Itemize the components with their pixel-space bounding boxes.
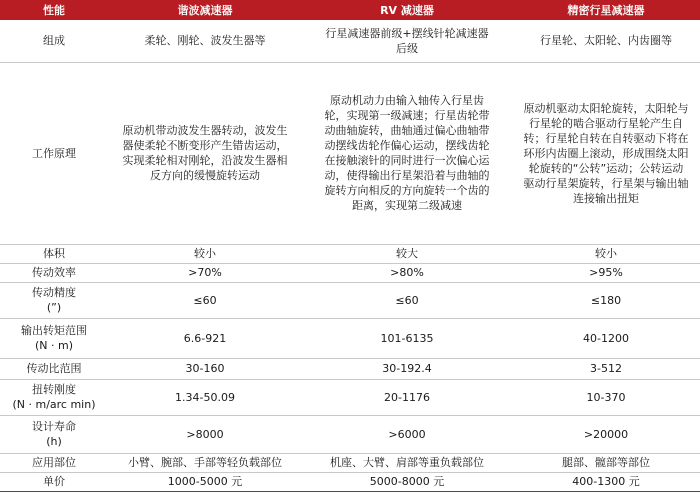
table-header-row bbox=[0, 0, 700, 20]
row-label bbox=[0, 244, 108, 263]
cell-text: 机座、大臂、肩部等重负载部位 bbox=[330, 456, 484, 469]
cell-text: 小臂、腕部、手部等轻负载部位 bbox=[128, 456, 282, 469]
table-cell bbox=[302, 415, 512, 453]
table-cell bbox=[302, 453, 512, 472]
header-planetary-reducer: 精密行星减速器 bbox=[512, 0, 700, 20]
row-label bbox=[0, 379, 108, 415]
table-row bbox=[0, 62, 700, 244]
cell-text: 原动机驱动太阳轮旋转，太阳轮与 行星轮的啮合驱动行星轮产生自 转；行星轮自转在自转驱动下将在 环形内齿圈上滚动，形成围绕太阳 轮旋转的“公转”运动；公转运动 驱动行星架旋转，行星架与输出轴 连接输出扭矩 bbox=[523, 101, 689, 205]
table-cell bbox=[108, 318, 302, 358]
cell-text: 101-6135 bbox=[380, 331, 434, 345]
cell-text: 原动机动力由输入轴传入行星齿 轮，实现第一级减速；行星齿轮带 动曲轴旋转，曲轴通过偏心曲轴带 动摆线齿轮作偏心运动，摆线齿轮 在接触滚针的同时进行一次偏心运 动，使得输出行星架沿着与曲轴的 旋转方向相反的方向旋转一个齿的 距离，实现第二级减速 bbox=[324, 94, 490, 212]
row-label-text: 扭转刚度 (N · m/arc min) bbox=[12, 383, 96, 411]
row-label bbox=[0, 282, 108, 318]
table-row bbox=[0, 379, 700, 415]
table-row bbox=[0, 318, 700, 358]
row-label bbox=[0, 453, 108, 472]
table-cell bbox=[512, 379, 700, 415]
cell-text: 30-160 bbox=[185, 362, 225, 375]
row-label-text: 传动精度 (”) bbox=[32, 286, 76, 314]
row-label-text: 单价 bbox=[43, 475, 65, 488]
table-cell bbox=[302, 358, 512, 379]
cell-text: 较大 bbox=[396, 247, 418, 260]
row-label bbox=[0, 263, 108, 282]
table-cell bbox=[512, 318, 700, 358]
cell-text: >70% bbox=[188, 266, 222, 279]
table-cell bbox=[512, 244, 700, 263]
table-cell bbox=[108, 62, 302, 244]
row-label-text: 传动效率 bbox=[32, 266, 76, 279]
cell-text: 腿部、髋部等部位 bbox=[562, 456, 650, 469]
table-row bbox=[0, 282, 700, 318]
row-label bbox=[0, 20, 108, 62]
cell-text: 20-1176 bbox=[384, 390, 430, 404]
cell-text: >6000 bbox=[388, 427, 426, 441]
table-cell bbox=[108, 20, 302, 62]
table-cell bbox=[512, 472, 700, 491]
cell-text: 行星减速器前级+摆线针轮减速器 后级 bbox=[325, 26, 489, 55]
header-property: 性能 bbox=[0, 0, 108, 20]
cell-text: 柔轮、刚轮、波发生器等 bbox=[144, 34, 266, 48]
table-cell bbox=[108, 472, 302, 491]
table-cell bbox=[302, 244, 512, 263]
row-label bbox=[0, 318, 108, 358]
header-rv-reducer: RV 减速器 bbox=[302, 0, 512, 20]
table-row bbox=[0, 453, 700, 472]
table-row bbox=[0, 263, 700, 282]
table-cell bbox=[512, 282, 700, 318]
table-cell bbox=[512, 453, 700, 472]
cell-text: ≤60 bbox=[193, 293, 217, 307]
table-row bbox=[0, 415, 700, 453]
cell-text: 较小 bbox=[194, 247, 216, 260]
cell-text: ≤60 bbox=[395, 293, 419, 307]
cell-text: 行星轮、太阳轮、内齿圈等 bbox=[540, 34, 672, 48]
table-cell bbox=[302, 472, 512, 491]
table-cell bbox=[512, 415, 700, 453]
cell-text: 5000-8000 元 bbox=[369, 475, 445, 488]
cell-text: >95% bbox=[589, 266, 623, 279]
table-cell bbox=[302, 62, 512, 244]
cell-text: 1.34-50.09 bbox=[175, 390, 235, 404]
table-cell bbox=[108, 415, 302, 453]
cell-text: 1000-5000 元 bbox=[167, 475, 243, 488]
table-cell bbox=[302, 282, 512, 318]
table-row bbox=[0, 358, 700, 379]
table-cell bbox=[108, 358, 302, 379]
cell-text: >80% bbox=[390, 266, 424, 279]
row-label-text: 设计寿命 (h) bbox=[32, 420, 76, 448]
cell-text: ≤180 bbox=[590, 293, 622, 307]
cell-text: 40-1200 bbox=[583, 331, 629, 345]
table-row bbox=[0, 472, 700, 491]
table-cell bbox=[512, 20, 700, 62]
table-cell bbox=[302, 379, 512, 415]
row-label bbox=[0, 62, 108, 244]
row-label-text: 组成 bbox=[43, 34, 65, 48]
row-label bbox=[0, 472, 108, 491]
cell-text: 400-1300 元 bbox=[572, 475, 640, 488]
table-cell bbox=[108, 282, 302, 318]
cell-text: >20000 bbox=[583, 427, 629, 441]
cell-text: 3-512 bbox=[590, 362, 622, 375]
row-label-text: 应用部位 bbox=[32, 456, 76, 469]
cell-text: 30-192.4 bbox=[382, 362, 432, 375]
table-cell bbox=[512, 263, 700, 282]
table-cell bbox=[108, 379, 302, 415]
cell-text: 6.6-921 bbox=[183, 331, 227, 345]
table-row bbox=[0, 244, 700, 263]
row-label-text: 传动比范围 bbox=[26, 362, 82, 375]
table-row bbox=[0, 20, 700, 62]
table-cell bbox=[302, 20, 512, 62]
row-label-text: 输出转矩范围 (N · m) bbox=[21, 324, 87, 352]
table-cell bbox=[108, 453, 302, 472]
table-cell bbox=[302, 263, 512, 282]
table-cell bbox=[108, 244, 302, 263]
row-label-text: 体积 bbox=[43, 247, 65, 260]
cell-text: 10-370 bbox=[586, 390, 626, 404]
row-label-text: 工作原理 bbox=[32, 146, 76, 160]
cell-text: >8000 bbox=[186, 427, 224, 441]
header-harmonic-reducer: 谐波减速器 bbox=[108, 0, 302, 20]
row-label bbox=[0, 358, 108, 379]
table-cell bbox=[108, 263, 302, 282]
table-cell bbox=[512, 358, 700, 379]
cell-text: 原动机带动波发生器转动，波发生 器使柔轮不断变形产生错齿运动， 实现柔轮相对刚轮，沿波发生器相 反方向的缓慢旋转运动 bbox=[122, 124, 288, 182]
row-label bbox=[0, 415, 108, 453]
cell-text: 较小 bbox=[595, 247, 617, 260]
table-cell bbox=[512, 62, 700, 244]
table-cell bbox=[302, 318, 512, 358]
